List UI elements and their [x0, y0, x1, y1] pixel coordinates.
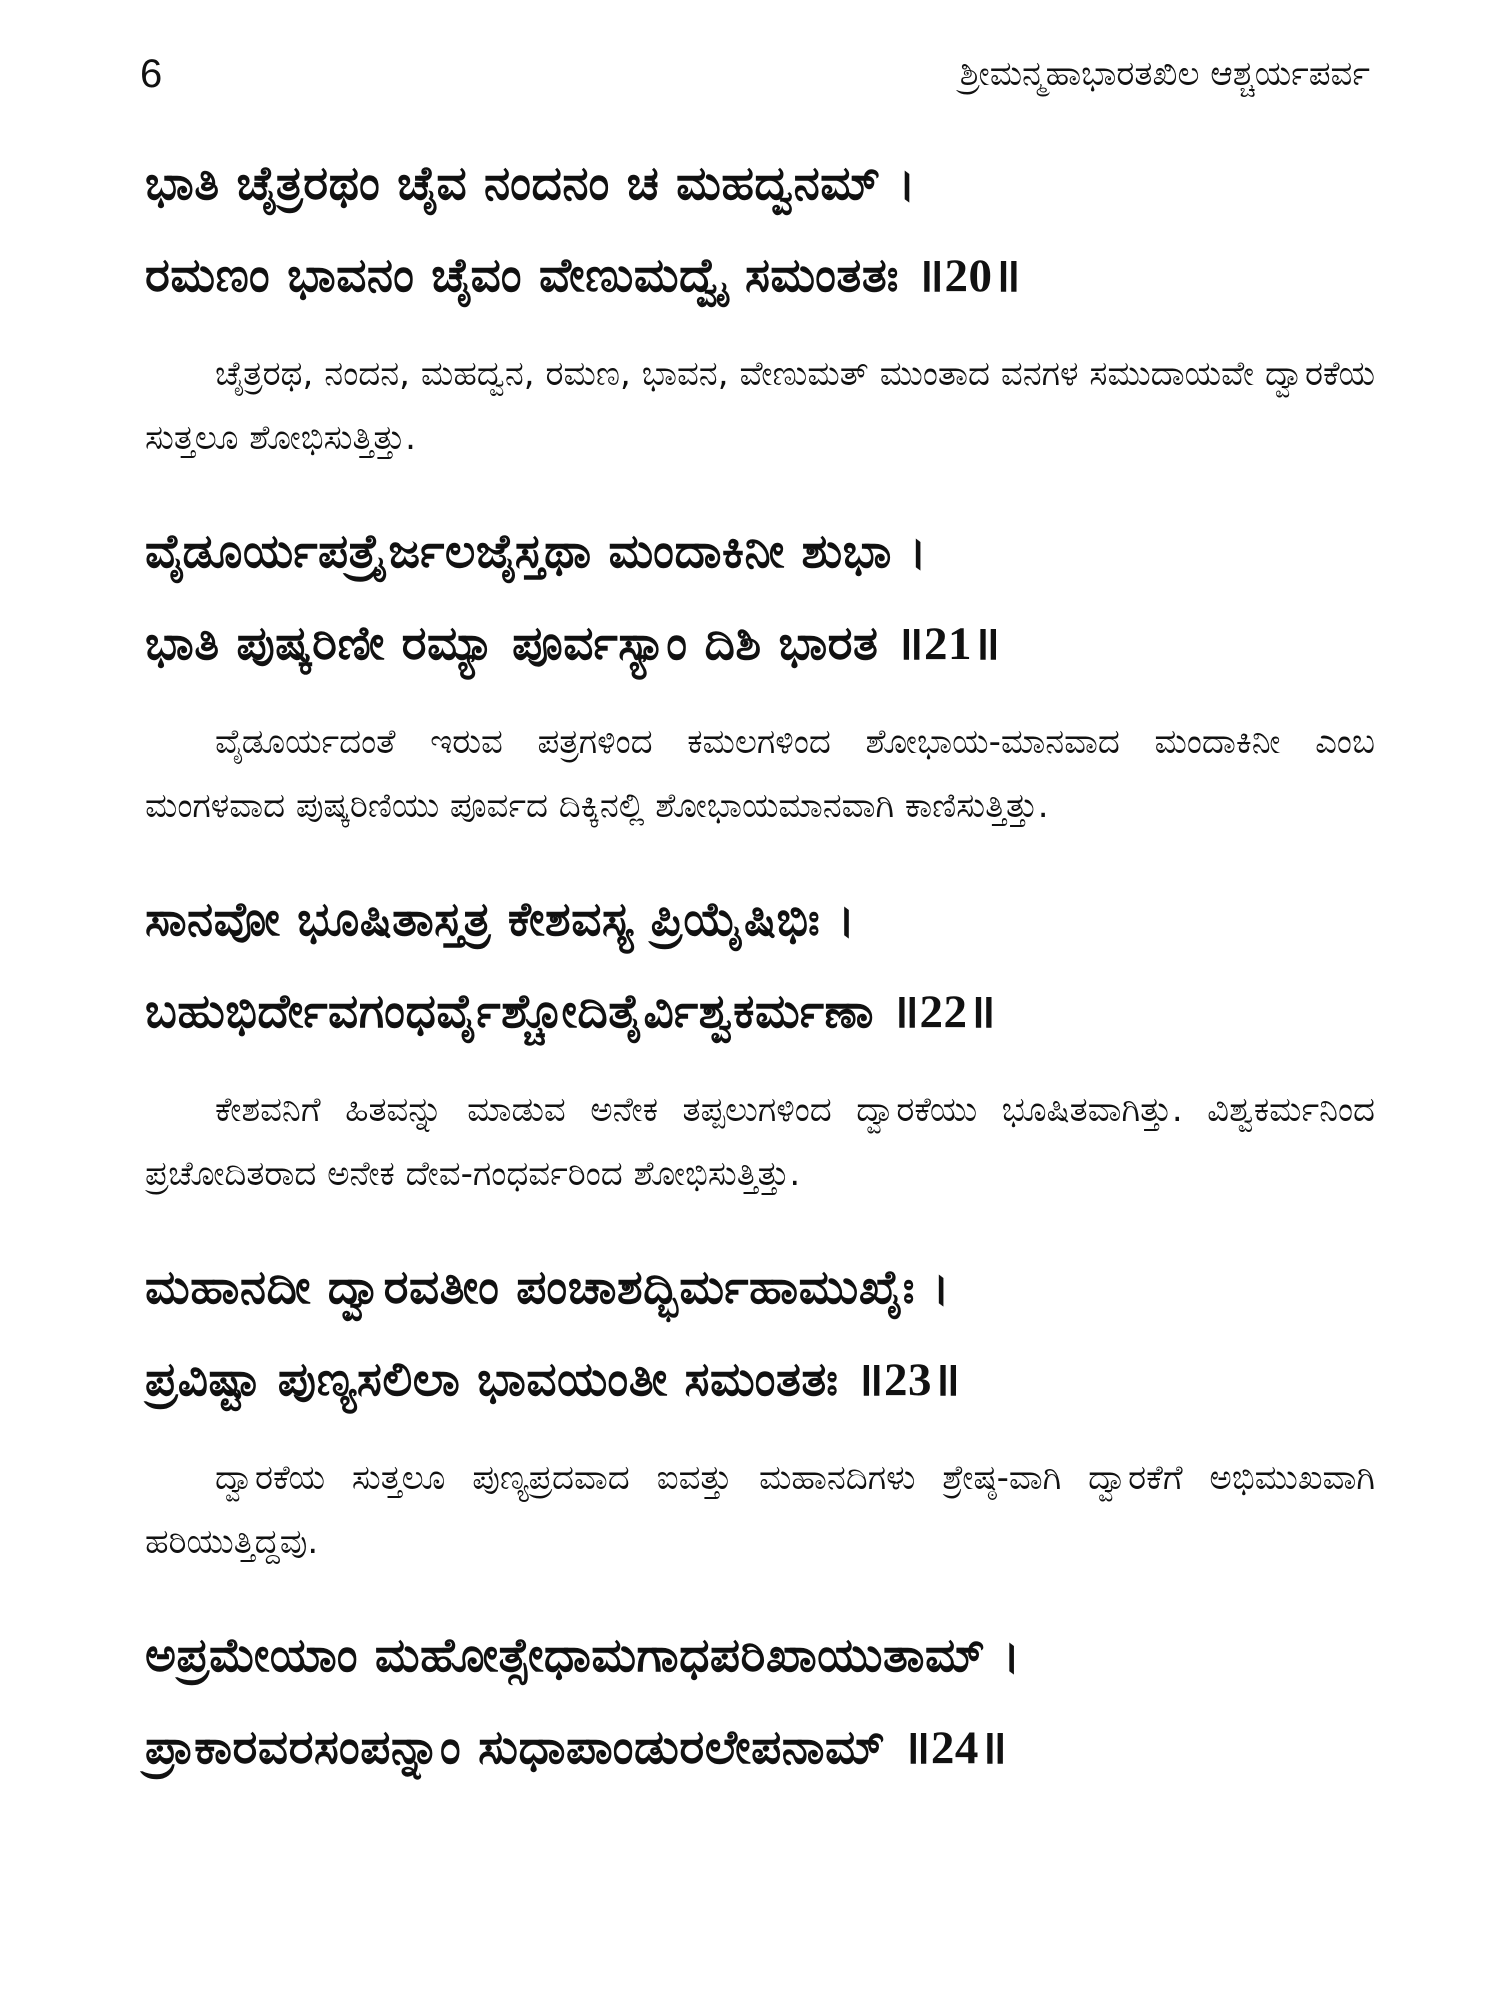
- page-number: 6: [140, 52, 163, 96]
- verse-line: ಸಾನವೋ ಭೂಷಿತಾಸ್ತತ್ರ ಕೇಶವಸ್ಯ ಪ್ರಿಯೈಷಿಭಿಃ ।: [145, 892, 856, 947]
- verse-number: ॥23॥: [855, 1354, 961, 1406]
- running-title: ಶ್ರೀಮನ್ಮಹಾಭಾರತಖಿಲ ಆಶ್ಚರ್ಯಪರ್ವ: [959, 54, 1370, 94]
- verse-line-text: ರಮಣಂ ಭಾವನಂ ಚೈವಂ ವೇಣುಮದ್ವೈ ಸಮಂತತಃ: [145, 248, 899, 303]
- verse-translation: ಕೇಶವನಿಗೆ ಹಿತವನ್ನು ಮಾಡುವ ಅನೇಕ ತಪ್ಪಲುಗಳಿಂದ ದ್ವಾರಕೆಯು ಭೂಷಿತವಾಗಿತ್ತು. ವಿಶ್ವಕರ್ಮನಿಂದ ಪ್ರಚೋದಿತರಾದ ಅನೇಕ ದೇವ-ಗಂಧರ್ವರಿಂದ ಶೋಭಿಸುತ್ತಿತ್ತು.: [145, 1090, 1375, 1194]
- verse-22: [145, 874, 1375, 1058]
- verse-line: ಭಾತಿ ಚೈತ್ರರಥಂ ಚೈವ ನಂದನಂ ಚ ಮಹದ್ವನಮ್ ।: [145, 156, 916, 211]
- verse-number: ॥22॥: [890, 986, 997, 1038]
- verse-20: [145, 138, 1375, 322]
- page-body: [145, 138, 1375, 1814]
- verse-24: [145, 1610, 1375, 1794]
- verse-line: ಮಹಾನದೀ ದ್ವಾರವತೀಂ ಪಂಚಾಶದ್ಭಿರ್ಮಹಾಮುಖೈಃ ।: [145, 1260, 951, 1315]
- verse-number: ॥24॥: [902, 1722, 1008, 1774]
- verse-line-text: ಪ್ರವಿಷ್ಟಾ ಪುಣ್ಯಸಲಿಲಾ ಭಾವಯಂತೀ ಸಮಂತತಃ: [145, 1352, 839, 1407]
- verse-line: [145, 966, 1375, 1058]
- verse-translation: ವೈಡೂರ್ಯದಂತೆ ಇರುವ ಪತ್ರಗಳಿಂದ ಕಮಲಗಳಿಂದ ಶೋಭಾಯ-ಮಾನವಾದ ಮಂದಾಕಿನೀ ಎಂಬ ಮಂಗಳವಾದ ಪುಷ್ಕರಿಣಿಯು ಪೂರ್ವದ ದಿಕ್ಕಿನಲ್ಲಿ ಶೋಭಾಯಮಾನವಾಗಿ ಕಾಣಿಸುತ್ತಿತ್ತು.: [145, 722, 1375, 826]
- verse-line: ಅಪ್ರಮೇಯಾಂ ಮಹೋತ್ಸೇಧಾಮಗಾಧಪರಿಖಾಯುತಾಮ್ ।: [145, 1628, 1021, 1683]
- verse-translation: ದ್ವಾರಕೆಯ ಸುತ್ತಲೂ ಪುಣ್ಯಪ್ರದವಾದ ಐವತ್ತು ಮಹಾನದಿಗಳು ಶ್ರೇಷ್ಠ-ವಾಗಿ ದ್ವಾರಕೆಗೆ ಅಭಿಮುಖವಾಗಿ ಹರಿಯುತ್ತಿದ್ದವು.: [145, 1458, 1375, 1562]
- verse-line: ವೈಡೂರ್ಯಪತ್ರೈರ್ಜಲಜೈಸ್ತಥಾ ಮಂದಾಕಿನೀ ಶುಭಾ ।: [145, 524, 928, 579]
- verse-23: [145, 1242, 1375, 1426]
- verse-line-text: ಪ್ರಾಕಾರವರಸಂಪನ್ನಾಂ ಸುಧಾಪಾಂಡುರಲೇಪನಾಮ್: [145, 1720, 886, 1775]
- verse-line: [145, 230, 1375, 322]
- verse-line-text: ಬಹುಭಿರ್ದೇವಗಂಧರ್ವೈಶ್ಚೋದಿತೈರ್ವಿಶ್ವಕರ್ಮಣಾ: [145, 984, 874, 1039]
- verse-number: ॥20॥: [915, 250, 1022, 302]
- verse-21: [145, 506, 1375, 690]
- verse-line: [145, 1334, 1375, 1426]
- verse-line: [145, 1702, 1375, 1794]
- verse-line: [145, 598, 1375, 690]
- verse-line-text: ಭಾತಿ ಪುಷ್ಕರಿಣೀ ರಮ್ಯಾ ಪೂರ್ವಸ್ಯಾಂ ದಿಶಿ ಭಾರತ: [145, 616, 879, 671]
- verse-number: ॥21॥: [895, 618, 1001, 670]
- verse-translation: ಚೈತ್ರರಥ, ನಂದನ, ಮಹದ್ವನ, ರಮಣ, ಭಾವನ, ವೇಣುಮತ್ ಮುಂತಾದ ವನಗಳ ಸಮುದಾಯವೇ ದ್ವಾರಕೆಯ ಸುತ್ತಲೂ ಶೋಭಿಸುತ್ತಿತ್ತು.: [145, 354, 1375, 458]
